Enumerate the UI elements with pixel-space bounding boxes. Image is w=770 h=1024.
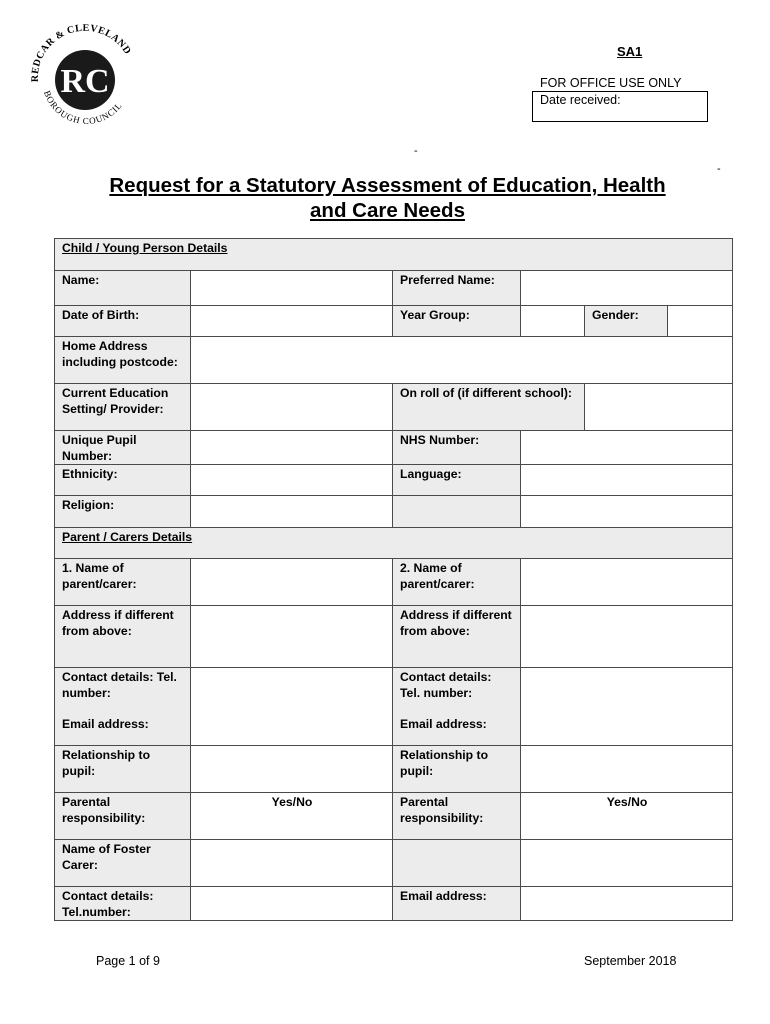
on-roll-label: On roll of (if different school): (393, 384, 585, 431)
name-label: Name: (55, 271, 191, 306)
parent2-name-field[interactable] (521, 559, 733, 606)
parent2-tel-label: Contact details: Tel. number: (400, 670, 492, 700)
parent2-address-field[interactable] (521, 606, 733, 668)
page-number: Page 1 of 9 (96, 954, 160, 968)
name-field[interactable] (191, 271, 393, 306)
parent2-name-label: 2. Name of parent/carer: (393, 559, 521, 606)
foster-spare-field[interactable] (521, 840, 733, 887)
logo-council-name-bottom: BOROUGH COUNCIL (41, 89, 125, 126)
upn-field[interactable] (191, 431, 393, 465)
parent2-relationship-field[interactable] (521, 746, 733, 793)
year-group-label: Year Group: (393, 306, 521, 337)
dob-label: Date of Birth: (55, 306, 191, 337)
nhs-field[interactable] (521, 431, 733, 465)
current-setting-label: Current Education Setting/ Provider: (55, 384, 191, 431)
foster-contact-field[interactable] (191, 887, 393, 921)
council-logo (24, 22, 146, 132)
parent2-address-label: Address if different from above: (393, 606, 521, 668)
parent1-relationship-label: Relationship to pupil: (55, 746, 191, 793)
logo-council-name-top: REDCAR & CLEVELAND (29, 22, 134, 83)
assessment-form-table (54, 238, 733, 921)
office-use-label: FOR OFFICE USE ONLY (540, 76, 682, 90)
preferred-name-field[interactable] (521, 271, 733, 306)
page-title (60, 173, 715, 223)
logo-monogram: RC (60, 63, 110, 100)
footer-date: September 2018 (584, 954, 677, 968)
date-received-field[interactable] (532, 91, 708, 122)
nhs-label: NHS Number: (393, 431, 521, 465)
parent1-name-label: 1. Name of parent/carer: (55, 559, 191, 606)
parent1-responsibility-label: Parental responsibility: (55, 793, 191, 840)
parent1-relationship-field[interactable] (191, 746, 393, 793)
language-field[interactable] (521, 465, 733, 496)
religion-spare-field[interactable] (521, 496, 733, 528)
ethnicity-label: Ethnicity: (55, 465, 191, 496)
title-line-2: and Care Needs (310, 199, 465, 222)
parent1-email-label: Email address: (62, 717, 149, 731)
on-roll-field[interactable] (585, 384, 733, 431)
date-received-label: Date received: (540, 93, 621, 107)
home-address-field[interactable] (191, 337, 733, 384)
section-child-details: Child / Young Person Details (55, 239, 733, 271)
dash-mark: - (717, 163, 721, 175)
religion-spare-cell (393, 496, 521, 528)
dash-mark: - (414, 145, 418, 157)
foster-email-label: Email address: (393, 887, 521, 921)
religion-label: Religion: (55, 496, 191, 528)
form-id: SA1 (617, 44, 643, 59)
language-label: Language: (393, 465, 521, 496)
foster-carer-field[interactable] (191, 840, 393, 887)
parent1-name-field[interactable] (191, 559, 393, 606)
foster-spare-cell (393, 840, 521, 887)
parent1-responsibility-yes-no[interactable]: Yes/No (191, 793, 393, 840)
parent2-contact-field[interactable] (521, 668, 733, 746)
title-line-1: Request for a Statutory Assessment of Education, Health (109, 174, 666, 197)
parent1-contact-label (55, 668, 191, 746)
year-group-field[interactable] (521, 306, 585, 337)
parent1-tel-label: Contact details: Tel. number: (62, 670, 177, 700)
foster-contact-label: Contact details: Tel.number: (55, 887, 191, 921)
foster-carer-label: Name of Foster Carer: (55, 840, 191, 887)
gender-field[interactable] (668, 306, 733, 337)
current-setting-field[interactable] (191, 384, 393, 431)
home-address-label: Home Address including postcode: (55, 337, 191, 384)
dob-field[interactable] (191, 306, 393, 337)
parent2-responsibility-yes-no[interactable]: Yes/No (521, 793, 733, 840)
gender-label: Gender: (585, 306, 668, 337)
parent2-responsibility-label: Parental responsibility: (393, 793, 521, 840)
parent1-address-label: Address if different from above: (55, 606, 191, 668)
parent2-email-label: Email address: (400, 717, 487, 731)
section-parent-details: Parent / Carers Details (55, 528, 733, 559)
ethnicity-field[interactable] (191, 465, 393, 496)
upn-label: Unique Pupil Number: (55, 431, 191, 465)
foster-email-field[interactable] (521, 887, 733, 921)
religion-field[interactable] (191, 496, 393, 528)
parent1-address-field[interactable] (191, 606, 393, 668)
parent2-relationship-label: Relationship to pupil: (393, 746, 521, 793)
parent1-contact-field[interactable] (191, 668, 393, 746)
parent2-contact-label (393, 668, 521, 746)
preferred-name-label: Preferred Name: (393, 271, 521, 306)
